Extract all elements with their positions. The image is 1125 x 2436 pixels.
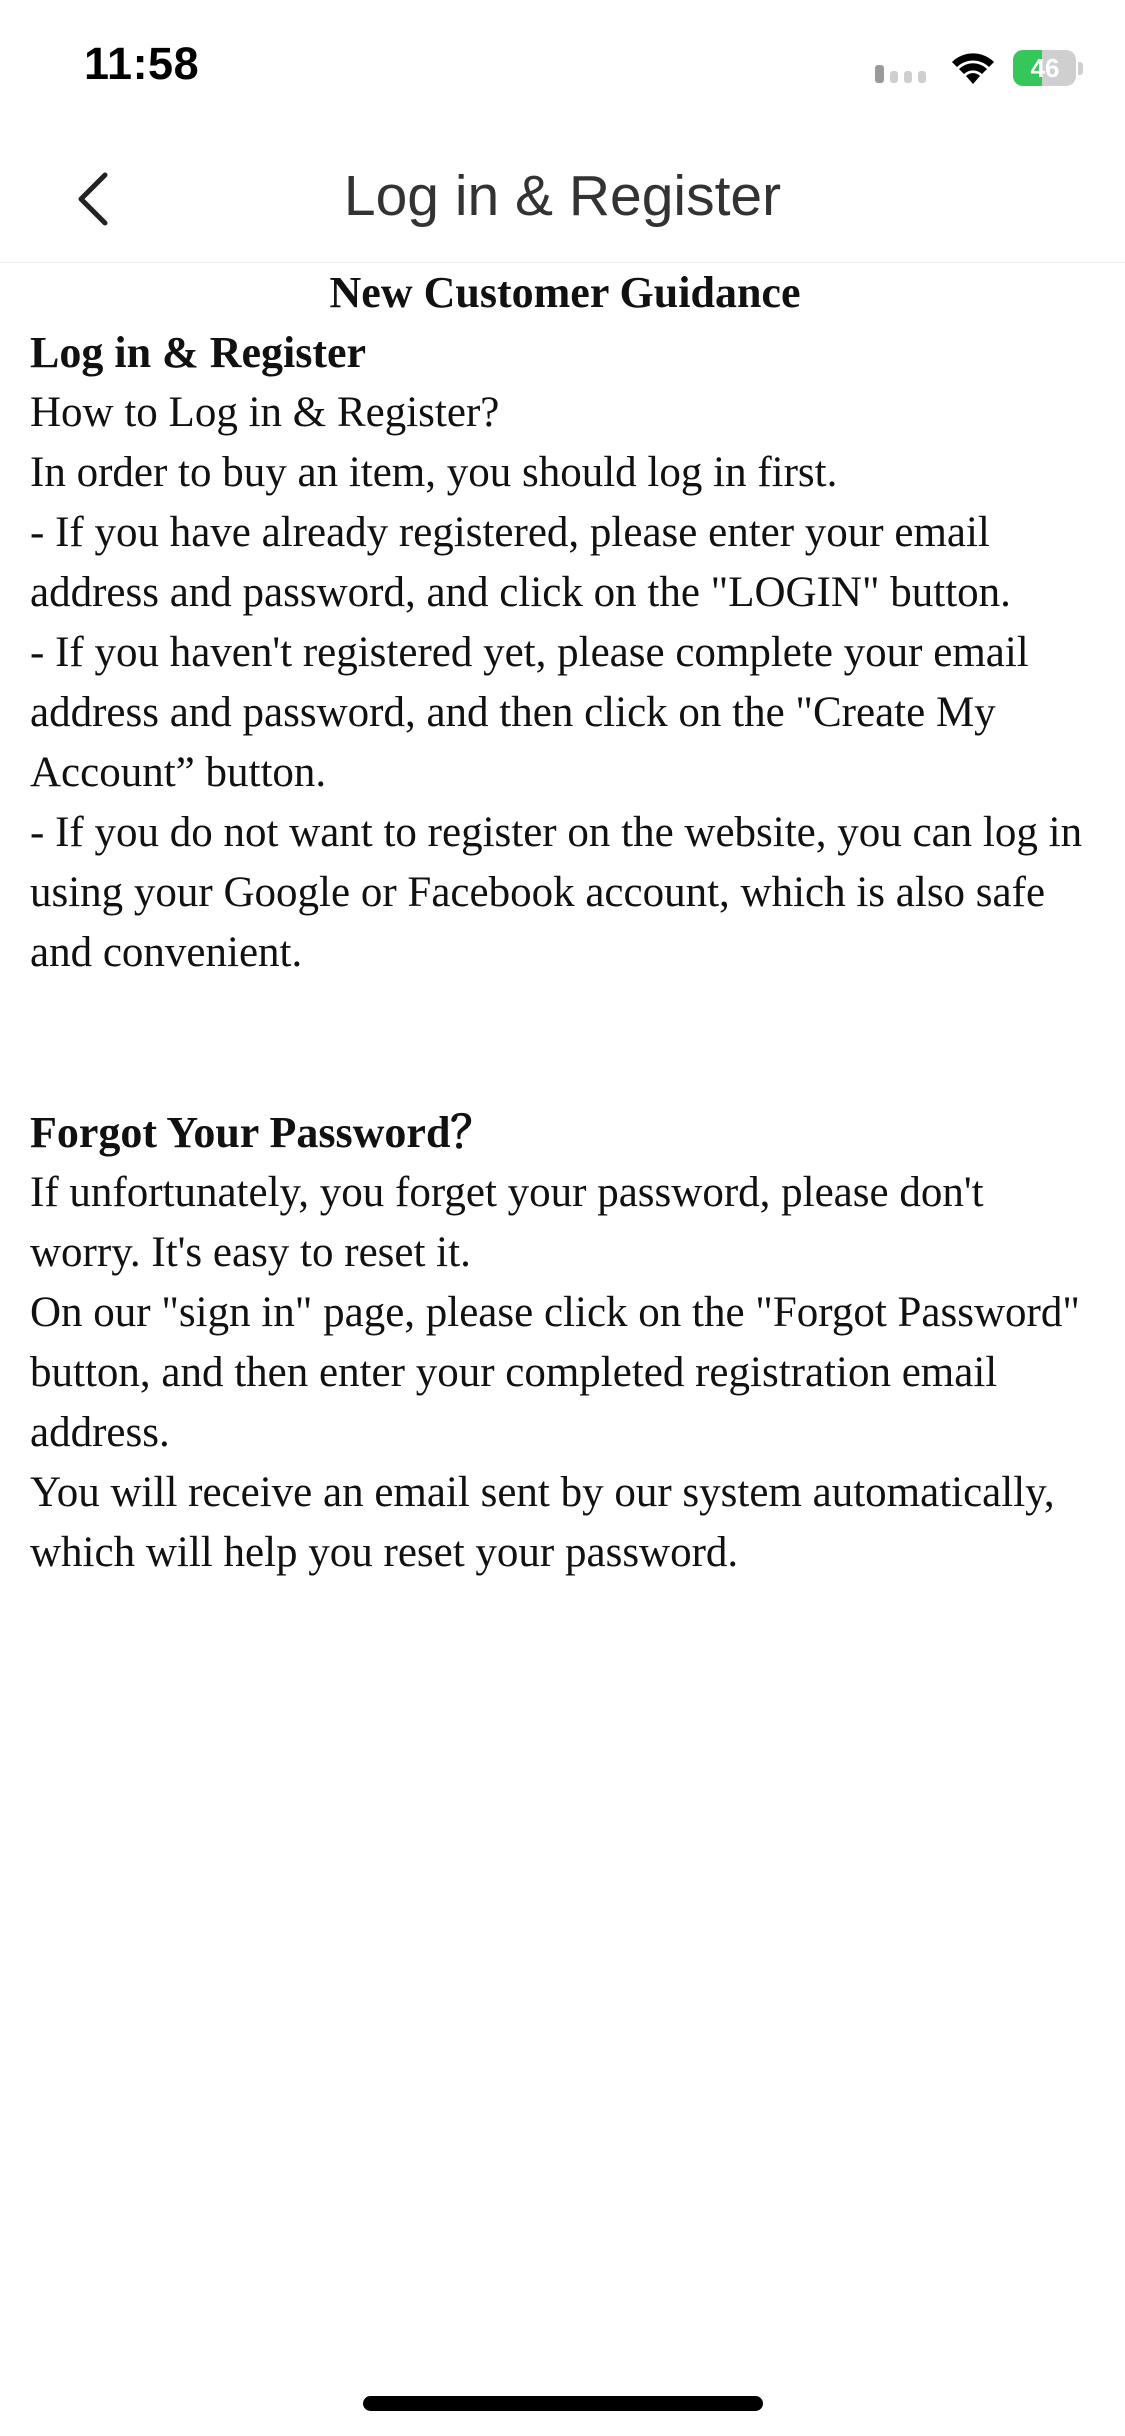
paragraph: In order to buy an item, you should log in first. [30,449,838,496]
document-title: New Customer Guidance [329,268,801,317]
paragraph: On our "sign in" page, please click on the "Forgot Password" button, and then enter your completed registration email address. [30,1289,1080,1456]
nav-bar [0,135,1125,263]
status-icons [875,50,1083,86]
spacer [30,983,1100,1103]
section-heading-login: Log in & Register [30,328,367,377]
signal-icon [875,53,931,83]
battery-icon [1013,50,1083,86]
paragraph: - If you haven't registered yet, please complete your email address and password, and then click on the "Create My Account” button. [30,629,1029,796]
paragraph: If unfortunately, you forget your password, please don't worry. It's easy to reset it. [30,1169,984,1276]
page-title: Log in & Register [343,164,782,228]
home-indicator[interactable] [363,2396,763,2411]
guidance-content [30,263,1100,1583]
wifi-icon [949,51,997,85]
status-bar [0,0,1125,135]
section-heading-forgot-password: Forgot Your Password？ [30,1108,495,1157]
paragraph: - If you have already registered, please enter your email address and password, and click on the "LOGIN" button. [30,509,1011,616]
paragraph: How to Log in & Register? [30,389,500,436]
status-time: 11:58 [84,38,200,89]
paragraph: You will receive an email sent by our system automatically, which will help you reset your password. [30,1469,1055,1576]
battery-level: 46 [1030,53,1060,83]
paragraph: - If you do not want to register on the website, you can log in using your Google or Facebook account, which is also safe and convenient. [30,809,1083,976]
